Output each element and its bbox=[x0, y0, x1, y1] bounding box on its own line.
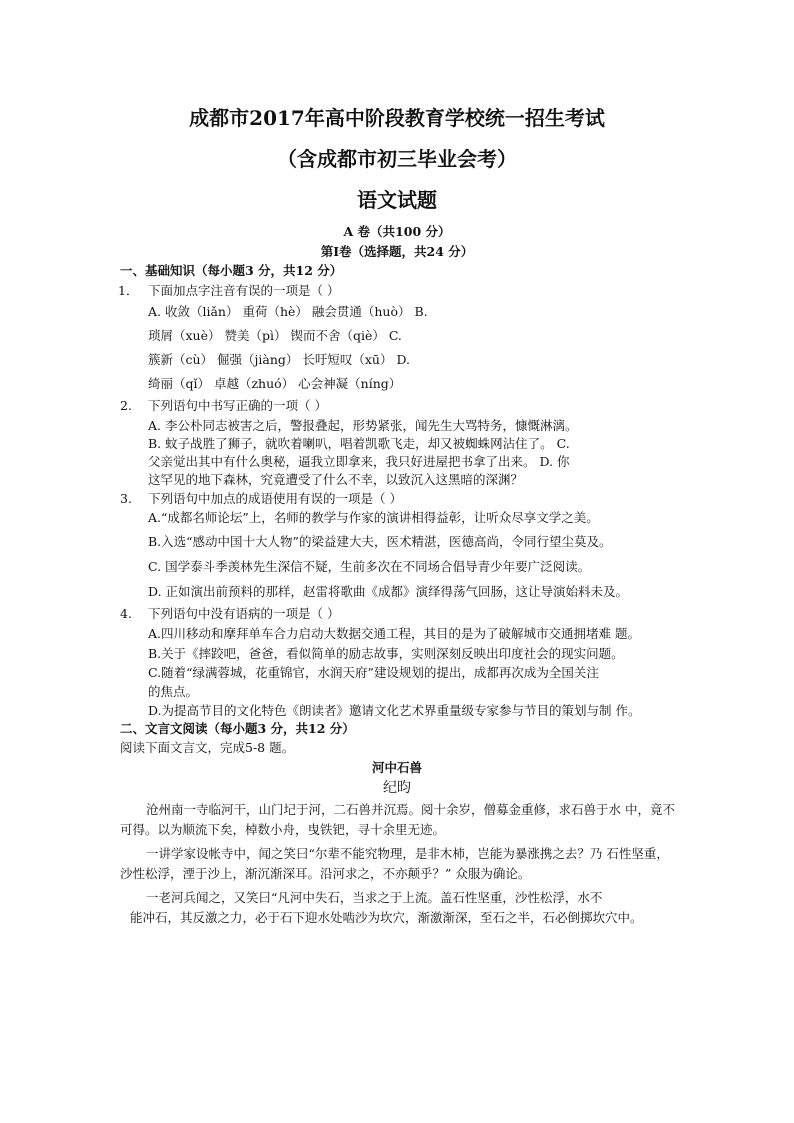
q3-option-b: B.入选“感动中国十大人物”的梁益建大夫，医术精湛，医德高尚，令同行望尘莫及。 bbox=[148, 534, 612, 549]
section2-heading: 二、文言文阅读（每小题3 分，共12 分） bbox=[120, 721, 355, 736]
q4-option-c: C.随着“绿满蓉城，花重锦官，水润天府”建设规划的提出，成都再次成为全国关注 bbox=[148, 665, 599, 680]
q4-option-a: A.四川移动和摩拜单车合力启动大数据交通工程，其目的是为了破解城市交通拥堵难 题。 bbox=[148, 626, 640, 641]
q1-option-line: 簇新（cù） 倔强（jiàng） 长吁短叹（xū） D. bbox=[148, 352, 411, 367]
q3-option-a: A.“成都名师论坛”上，名师的教学与作家的演讲相得益彰，让听众尽享文学之美。 bbox=[148, 510, 599, 525]
exam-subtitle: （含成都市初三毕业会考） bbox=[277, 147, 517, 171]
section1-heading: 一、基础知识（每小题3 分，共12 分） bbox=[120, 263, 343, 278]
q1-stem: 下面加点字注音有误的一项是（ ） bbox=[148, 283, 340, 298]
q1-number: 1． bbox=[118, 283, 139, 298]
q2-number: 2. bbox=[120, 398, 132, 413]
exam-subject: 语文试题 bbox=[357, 188, 437, 212]
q4-stem: 下列语句中没有语病的一项是（ ） bbox=[148, 606, 340, 621]
q4-option-b: B.关于《摔跤吧，爸爸，看似简单的励志故事，实则深刻反映出印度社会的现实问题。 bbox=[148, 646, 624, 661]
q2-stem: 下列语句中书写正确的一项（ ） bbox=[148, 398, 327, 413]
passage-paragraph-cont: 沙性松浮，湮于沙上，渐沉渐深耳。沿河求之，不亦颠乎？” 众服为确论。 bbox=[120, 866, 531, 881]
paper-volume-1: 第Ⅰ卷（选择题，共24 分） bbox=[320, 244, 474, 259]
q1-option-line: A. 收敛（liǎn） 重荷（hè） 融会贯通（huò） B. bbox=[148, 304, 428, 319]
exam-title: 成都市2017年高中阶段教育学校统一招生考试 bbox=[189, 106, 605, 130]
passage-paragraph: 一讲学家设帐寺中，闻之笑曰“尔辈不能究物理，是非木杮，岂能为暴涨携之去？乃 石性坚重， bbox=[146, 846, 669, 861]
q4-number: 4. bbox=[120, 606, 132, 621]
q2-option-line: 这罕见的地下森林，究竟遭受了什么不幸，以致沉入这黑暗的深渊？ bbox=[148, 472, 524, 487]
q1-option-line: 琐屑（xuè） 赞美（pì） 锲而不舍（qiè） C. bbox=[148, 328, 402, 343]
q1-option-line: 绮丽（qǐ） 卓越（zhuó） 心会神凝（níng） bbox=[148, 376, 402, 391]
q3-option-d: D. 正如演出前预料的那样，赵雷将歌曲《成都》演绎得荡气回肠，这让导演始料未及。 bbox=[148, 584, 629, 599]
q2-option-line: B. 蚊子战胜了狮子，就吹着喇叭，唱着凯歌飞走，却又被蜘蛛网沾住了。 C. bbox=[148, 436, 570, 451]
passage-paragraph-cont: 能冲石，其反激之力，必于石下迎水处啮沙为坎穴，渐激渐深，至石之半，石必倒掷坎穴中。 bbox=[130, 910, 643, 925]
passage-paragraph: 沧州南一寺临河干，山门圮于河，二石兽并沉焉。阅十余岁，僧募金重修，求石兽于水 中，竟不 bbox=[146, 802, 675, 817]
q4-option-c-cont: 的焦点。 bbox=[148, 684, 199, 699]
q2-option-line: 父亲觉出其中有什么奥秘，逼我立即拿来，我只好进屋把书拿了出来。 D. 你 bbox=[148, 454, 570, 469]
q2-option-line: A. 李公朴同志被害之后，警报叠起，形势紧张，闻先生大骂特务，慷慨淋漓。 bbox=[148, 418, 578, 433]
paper-part-a: A 卷（共100 分） bbox=[343, 224, 451, 239]
section2-intro: 阅读下面文言文，完成5-8 题。 bbox=[120, 740, 295, 755]
q3-number: 3. bbox=[120, 491, 132, 506]
passage-paragraph-cont: 可得。以为顺流下矣，棹数小舟，曳铁钯，寻十余里无迹。 bbox=[120, 822, 446, 837]
q3-option-c: C. 国学泰斗季羡林先生深信不疑，生前多次在不同场合倡导青少年要广泛阅读。 bbox=[148, 559, 591, 574]
passage-author: 纪昀 bbox=[383, 780, 411, 796]
passage-paragraph: 一老河兵闻之，又笑曰“凡河中失石，当求之于上流。盖石性坚重，沙性松浮，水不 bbox=[146, 890, 603, 905]
q4-option-d: D.为提高节目的文化特色《朗读者》邀请文化艺术界重量级专家参与节目的策划与制 作。 bbox=[148, 703, 641, 718]
q3-stem: 下列语句中加点的成语使用有误的一项是（ ） bbox=[148, 491, 402, 506]
passage-title: 河中石兽 bbox=[371, 760, 422, 775]
